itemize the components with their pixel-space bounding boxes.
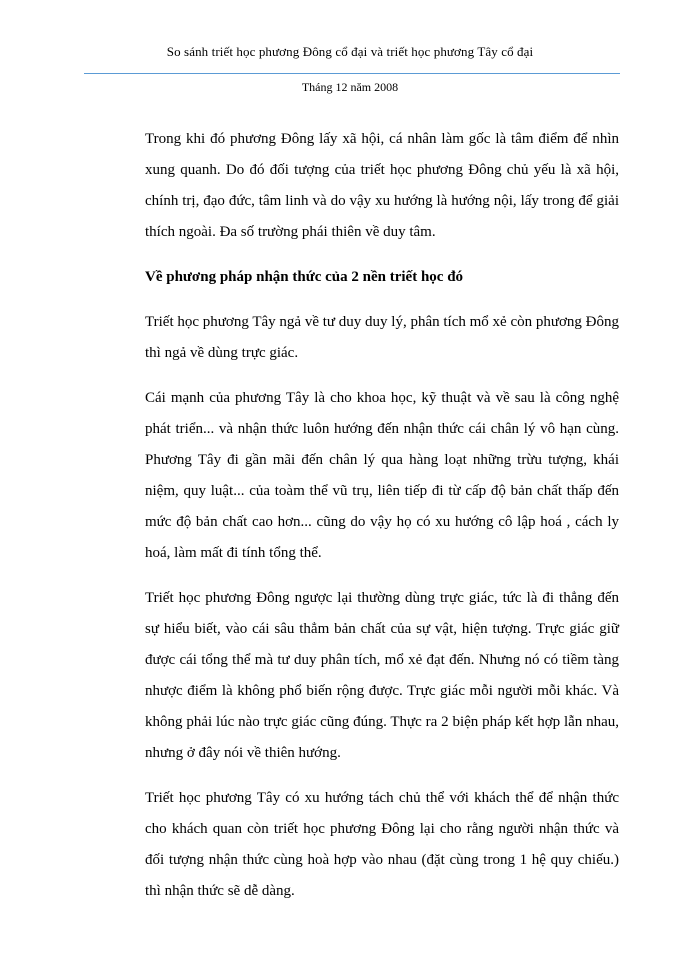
paragraph-rational-vs-intuition: Triết học phương Tây ngả về tư duy duy lý, phân tích mổ xẻ còn phương Đông thì ngả về dùng trực giác.: [145, 314, 619, 361]
paragraph-west-strength: Cái mạnh của phương Tây là cho khoa học, kỹ thuật và về sau là công nghệ phát triển... và nhận thức luôn hướng đến nhận thức cái chân lý vô hạn cùng. Phương Tây đi gần mãi đến chân lý qua hàng loạt những trừu tượng, khái niệm, quy luật... của toàm thể vũ trụ, liên tiếp đi từ cấp độ bản chất thấp đến mức độ bản chất cao hơn... cũng do vậy họ có xu hướng cô lập hoá , cách ly hoá, làm mất đi tính tổng thể.: [145, 390, 619, 561]
header-title: So sánh triết học phương Đông cổ đại và triết học phương Tây cổ đại: [166, 44, 534, 59]
header-divider: [84, 73, 620, 74]
document-body: [145, 124, 619, 921]
paragraph-east-intuition: Triết học phương Đông ngược lại thường dùng trực giác, tức là đi thẳng đến sự hiểu biết, vào cái sâu thẳm bản chất của sự vật, hiện tượng. Trực giác giữ được cái tổng thể mà tư duy phân tích, mổ xẻ đạt đến. Nhưng nó có tiềm tàng nhược điểm là không phổ biến rộng được. Trực giác mỗi người mỗi khác. Và không phải lúc nào trực giác cũng đúng. Thực ra 2 biện pháp kết hợp lẫn nhau, nhưng ở đây nói về thiên hướng.: [145, 590, 619, 761]
header-date: Tháng 12 năm 2008: [301, 80, 399, 94]
paragraph-east-society: Trong khi đó phương Đông lấy xã hội, cá nhân làm gốc là tâm điểm để nhìn xung quanh. Do đó đối tượng của triết học phương Đông chủ yếu là xã hội, chính trị, đạo đức, tâm linh và do vậy xu hướng là hướng nội, lấy trong để giải thích ngoài. Đa số trường phái thiên về duy tâm.: [145, 131, 619, 240]
paragraph-subject-object: Triết học phương Tây có xu hướng tách chủ thể với khách thể để nhận thức cho khách quan còn triết học phương Đông lại cho rằng người nhận thức và đối tượng nhận thức cùng hoà hợp vào nhau (đặt cùng trong 1 hệ quy chiếu.) thì nhận thức sẽ dễ dàng.: [145, 790, 619, 899]
section-heading-methods: Về phương pháp nhận thức của 2 nền triết học đó: [145, 269, 464, 285]
